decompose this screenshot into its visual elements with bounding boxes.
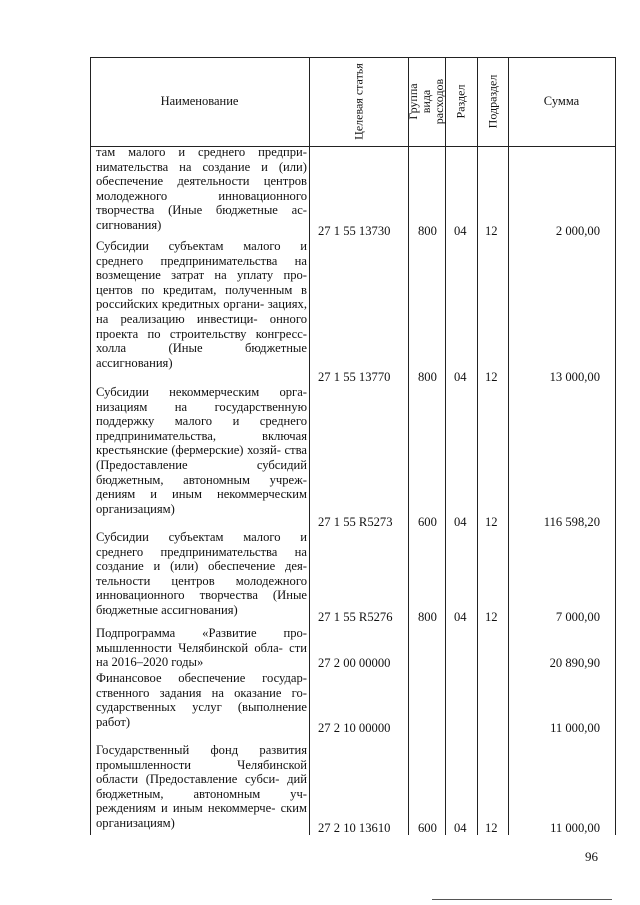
row-group: 600: [418, 515, 437, 529]
row-section: 04: [454, 610, 467, 624]
header-target: [309, 57, 408, 146]
row-group: 800: [418, 370, 437, 384]
header-subsection-label: Подраздел: [485, 74, 500, 129]
row-group: 800: [418, 224, 437, 238]
row-subsection: 12: [485, 370, 498, 384]
header-sum: [508, 57, 615, 146]
header-name-label: Наименование: [160, 94, 239, 108]
row-subsection: 12: [485, 821, 498, 835]
header-sum-label: Сумма: [543, 94, 580, 108]
table-border-left: [90, 57, 91, 835]
row-sum: 13 000,00: [549, 370, 600, 384]
footer-rule: [432, 899, 612, 900]
row-sum: 116 598,20: [543, 515, 600, 529]
row-code: 27 2 10 13610: [318, 821, 391, 835]
row-group: 600: [418, 821, 437, 835]
row-subsection: 12: [485, 610, 498, 624]
row-code: 27 2 00 00000: [318, 656, 391, 670]
row-section: 04: [454, 821, 467, 835]
row-group: 800: [418, 610, 437, 624]
row-sum: 20 890,90: [549, 656, 600, 670]
row-sum: 2 000,00: [555, 224, 600, 238]
row-subsection: 12: [485, 224, 498, 238]
row-sum: 11 000,00: [550, 721, 600, 735]
row-name: там малого и среднего предпри- нимательства на создание и (или) обеспечение деятельности центров молодежного инновационного творчества (Иные бюджетные ас- сигнования): [96, 145, 307, 232]
header-target-label: Целевая статья: [351, 63, 365, 140]
column-divider: [445, 57, 446, 835]
row-name: Подпрограмма «Развитие про- мышленности Челябинской обла- сти на 2016–2020 годы»: [96, 626, 307, 670]
column-divider: [408, 57, 409, 835]
row-code: 27 1 55 R5273: [318, 515, 393, 529]
row-name: Государственный фонд развития промышленности Челябинской области (Предоставление субси- дий бюджетным, автономным уч- реждениям и иным некоммерче- ским организациям): [96, 743, 307, 830]
header-section-label: Раздел: [453, 84, 468, 119]
row-section: 04: [454, 370, 467, 384]
header-subsection: [477, 57, 508, 146]
header-group: [408, 57, 445, 146]
column-divider: [508, 57, 509, 835]
row-name: Финансовое обеспечение государ- ственного задания на оказание го- сударственных услуг (выполнение работ): [96, 671, 307, 729]
row-name: Субсидии субъектам малого и среднего предпринимательства на возмещение затрат на уплату про- центов по кредитам, полученным в российских кредитных органи- зациях, на реализацию инвестици- онного проекта по строительству конгресс-холла (Иные бюджетные ассигнования): [96, 239, 307, 370]
header-group-label: Группа вида расходов: [406, 78, 446, 125]
row-code: 27 2 10 00000: [318, 721, 391, 735]
column-divider: [309, 57, 310, 835]
row-code: 27 1 55 R5276: [318, 610, 393, 624]
header-section: [445, 57, 477, 146]
row-subsection: 12: [485, 515, 498, 529]
row-sum: 11 000,00: [550, 821, 600, 835]
table-border-right: [615, 57, 616, 835]
row-section: 04: [454, 224, 467, 238]
header-name: [90, 57, 309, 146]
row-name: Субсидии субъектам малого и среднего предпринимательства на создание и (или) обеспечение дея- тельности центров молодежного инновационного творчества (Иные бюджетные ассигнования): [96, 530, 307, 617]
row-name: Субсидии некоммерческим орга- низациям на государственную поддержку малого и среднего предпринимательства, включая крестьянские (фермерские) хозяй- ства (Предоставление субсидий бюджетным, автономным учреж- дениям и иным некоммерческим организациям): [96, 385, 307, 516]
column-divider: [477, 57, 478, 835]
row-sum: 7 000,00: [555, 610, 600, 624]
row-section: 04: [454, 515, 467, 529]
page-number: 96: [585, 849, 598, 864]
row-code: 27 1 55 13770: [318, 370, 391, 384]
row-code: 27 1 55 13730: [318, 224, 391, 238]
